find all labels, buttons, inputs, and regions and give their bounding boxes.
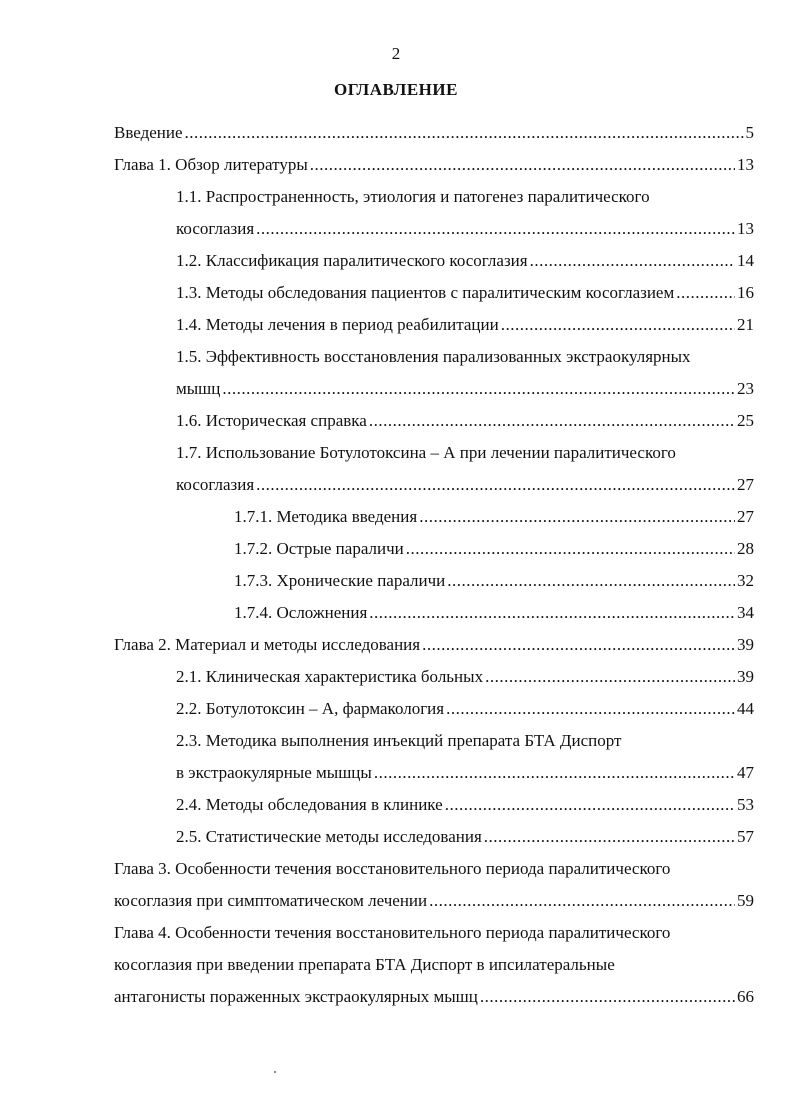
toc-entry-text: 1.5. Эффективность восстановления парализованных экстраокулярных (176, 347, 691, 366)
toc-entry-page: 14 (737, 251, 754, 270)
dot-leader (422, 630, 735, 660)
toc-entry-page: 25 (737, 411, 754, 430)
toc-entry-1-5-line2 (176, 374, 754, 404)
dot-leader (447, 566, 735, 596)
dot-leader (222, 374, 735, 404)
toc-entry-1-1-line1 (176, 182, 650, 212)
toc-entry-page: 66 (737, 987, 754, 1006)
toc-entry-1-6 (176, 406, 754, 436)
toc-entry-text: 2.5. Статистические методы исследования (176, 827, 482, 846)
toc-entry-1-1-line2 (176, 214, 754, 244)
dot-leader (419, 502, 735, 532)
toc-entry-text: 1.7.2. Острые параличи (234, 539, 404, 558)
toc-entry-chapter-4-line1 (114, 918, 670, 948)
toc-entry-text: косоглазия (176, 219, 255, 238)
toc-entry-text: Введение (114, 123, 183, 142)
dot-leader (256, 214, 735, 244)
dot-leader (429, 886, 735, 916)
toc-entry-page: 27 (737, 475, 754, 494)
dot-leader (485, 662, 735, 692)
scan-speck (274, 1071, 276, 1073)
toc-entry-text: 2.4. Методы обследования в клинике (176, 795, 443, 814)
dot-leader (484, 822, 735, 852)
toc-entry-page: 32 (737, 571, 754, 590)
toc-entry-page: 28 (737, 539, 754, 558)
dot-leader (480, 982, 735, 1012)
toc-entry-text: 1.7.1. Методика введения (234, 507, 418, 526)
toc-entry-page: 16 (737, 283, 754, 302)
toc-entry-text: косоглазия при введении препарата БТА Диспорт в ипсилатеральные (114, 955, 615, 974)
toc-entry-1-7-3 (234, 566, 754, 596)
toc-entry-page: 5 (745, 123, 754, 142)
toc-entry-2-3-line1 (176, 726, 621, 756)
toc-entry-text: 2.2. Ботулотоксин – А, фармакология (176, 699, 445, 718)
toc-entry-2-1 (176, 662, 754, 692)
page-number: 2 (391, 44, 401, 63)
toc-entry-2-3-line2 (176, 758, 754, 788)
toc-entry-page: 57 (737, 827, 754, 846)
toc-entry-text: 1.1. Распространенность, этиология и патогенез паралитического (176, 187, 650, 206)
toc-entry-text: Глава 2. Материал и методы исследования (114, 635, 421, 654)
toc-entry-text: 1.2. Классификация паралитического косоглазия (176, 251, 528, 270)
toc-entry-text: 1.7.4. Осложнения (234, 603, 368, 622)
dot-leader (369, 406, 735, 436)
toc-entry-page: 13 (737, 155, 754, 174)
dot-leader (374, 758, 735, 788)
toc-entry-1-7-line1 (176, 438, 676, 468)
toc-entry-text: Глава 3. Особенности течения восстановительного периода паралитического (114, 859, 671, 878)
toc-entry-text: 1.7.3. Хронические параличи (234, 571, 446, 590)
toc-entry-page: 21 (737, 315, 754, 334)
page-title: ОГЛАВЛЕНИЕ (334, 80, 458, 99)
dot-leader (369, 598, 735, 628)
toc-entry-chapter-4-line3 (114, 982, 754, 1012)
toc-entry-page: 27 (737, 507, 754, 526)
dot-leader (256, 470, 735, 500)
toc-entry-page: 59 (737, 891, 754, 910)
toc-entry-text: в экстраокулярные мышцы (176, 763, 372, 782)
dot-leader (310, 150, 735, 180)
toc-entry-page: 53 (737, 795, 754, 814)
toc-entry-chapter-1 (114, 150, 754, 180)
toc-entry-page: 39 (737, 667, 754, 686)
toc-entry-page: 47 (737, 763, 754, 782)
toc-entry-1-2 (176, 246, 754, 276)
toc-entry-2-5 (176, 822, 754, 852)
toc-entry-1-7-line2 (176, 470, 754, 500)
dot-leader (530, 246, 735, 276)
toc-entry-text: Глава 4. Особенности течения восстановительного периода паралитического (114, 923, 671, 942)
toc-entry-page: 34 (737, 603, 754, 622)
toc-entry-1-5-line1 (176, 342, 691, 372)
toc-entry-text: 1.6. Историческая справка (176, 411, 367, 430)
toc-entry-page: 39 (737, 635, 754, 654)
toc-entry-1-7-1 (234, 502, 754, 532)
toc-entry-chapter-4-line2 (114, 950, 615, 980)
toc-entry-1-3 (176, 278, 754, 308)
toc-entry-text: мышц (176, 379, 221, 398)
dot-leader (446, 694, 735, 724)
toc-entry-chapter-2 (114, 630, 754, 660)
dot-leader (676, 278, 735, 308)
toc-entry-2-2 (176, 694, 754, 724)
dot-leader (185, 118, 744, 148)
toc-entry-chapter-3-line1 (114, 854, 670, 884)
dot-leader (501, 310, 735, 340)
toc-entry-page: 23 (737, 379, 754, 398)
toc-entry-page: 13 (737, 219, 754, 238)
toc-entry-page: 44 (737, 699, 754, 718)
toc-entry-text: 2.3. Методика выполнения инъекций препарата БТА Диспорт (176, 731, 622, 750)
toc-entry-text: косоглазия (176, 475, 255, 494)
toc-entry-text: антагонисты пораженных экстраокулярных мышц (114, 987, 478, 1006)
toc-entry-1-4 (176, 310, 754, 340)
toc-entry-1-7-2 (234, 534, 754, 564)
toc-entry-text: косоглазия при симптоматическом лечении (114, 891, 428, 910)
toc-entry-text: 1.4. Методы лечения в период реабилитации (176, 315, 499, 334)
toc-entry-chapter-3-line2 (114, 886, 754, 916)
toc-entry-1-7-4 (234, 598, 754, 628)
toc-entry-2-4 (176, 790, 754, 820)
toc-entry-text: Глава 1. Обзор литературы (114, 155, 308, 174)
toc-entry-introduction (114, 118, 754, 148)
toc-entry-text: 1.3. Методы обследования пациентов с паралитическим косоглазием (176, 283, 675, 302)
toc-entry-text: 2.1. Клиническая характеристика больных (176, 667, 484, 686)
dot-leader (406, 534, 735, 564)
toc-entry-text: 1.7. Использование Ботулотоксина – А при лечении паралитического (176, 443, 676, 462)
dot-leader (445, 790, 735, 820)
